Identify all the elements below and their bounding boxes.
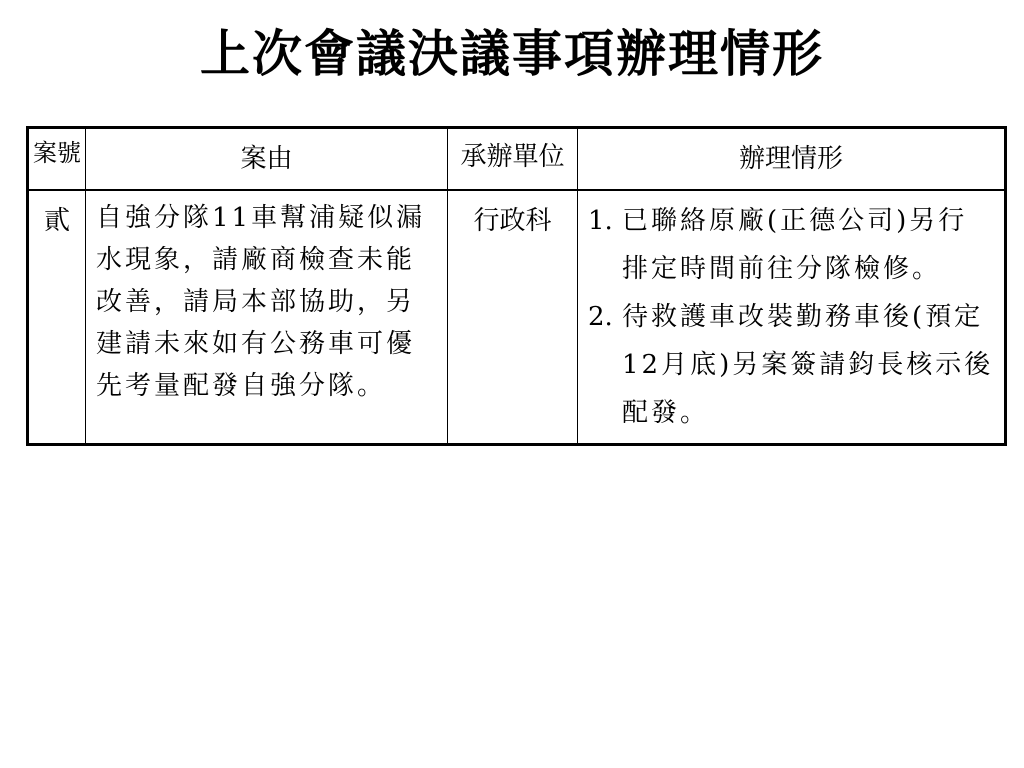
resolution-status-table (26, 126, 1007, 446)
status-item-text: 已聯絡原廠(正德公司)另行排定時間前往分隊檢修。 (622, 206, 968, 284)
status-item (588, 197, 994, 293)
case-number-cell: 貳 (28, 190, 86, 445)
table-row (28, 190, 1006, 445)
status-list (588, 197, 994, 437)
responsible-unit-cell: 行政科 (448, 190, 578, 445)
status-item-number: 1. (588, 206, 613, 236)
header-responsible-unit: 承辦單位 (448, 128, 578, 191)
header-subject: 案由 (86, 128, 448, 191)
status-item-text: 待救護車改裝勤務車後(預定12月底)另案簽請鈞長核示後配發。 (622, 302, 994, 428)
subject-cell: 自強分隊11車幫浦疑似漏水現象，請廠商檢查未能改善，請局本部協助，另建請未來如有公務車可優先考量配發自強分隊。 (86, 190, 448, 445)
header-handling-status: 辦理情形 (578, 128, 1006, 191)
slide-title: 上次會議決議事項辦理情形 (200, 24, 824, 83)
header-case-number: 案號 (28, 128, 86, 191)
status-item (588, 293, 994, 437)
table-header-row (28, 128, 1006, 191)
handling-status-cell (578, 190, 1006, 445)
status-item-number: 2. (588, 302, 613, 332)
